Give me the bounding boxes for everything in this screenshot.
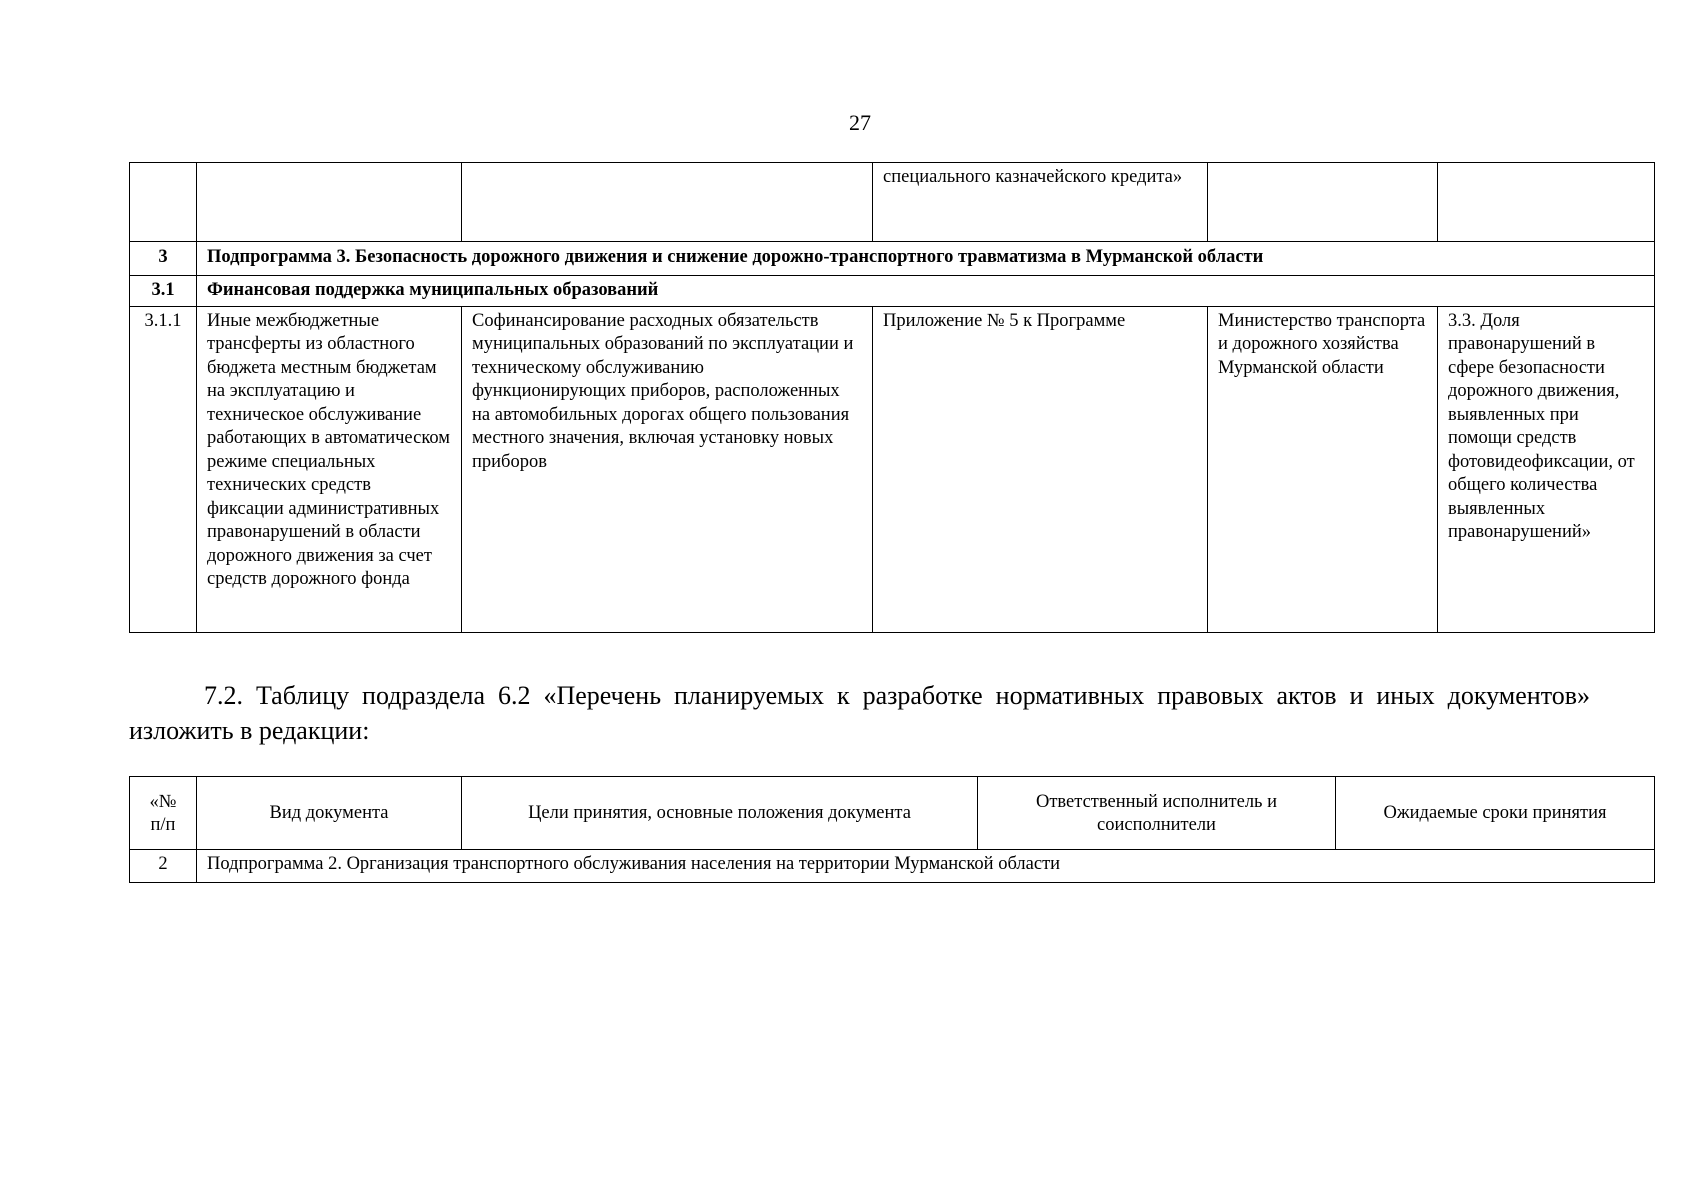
page-number: 27 — [849, 110, 871, 135]
item-executor: Министерство транспорта и дорожного хозяйства Мурманской области — [1208, 306, 1438, 632]
item-name: Иные межбюджетные трансферты из областного бюджета местным бюджетам на эксплуатацию и техническое обслуживание работающих в автоматическом режиме специальных технических средств фиксации административных правонарушений в области дорожного движения за счет средств дорожного фонда — [197, 306, 462, 632]
row-title: Подпрограмма 2. Организация транспортного обслуживания населения на территории Мурманской области — [197, 850, 1655, 883]
table-header-row — [130, 777, 1655, 850]
header-num: «№ п/п — [130, 777, 197, 850]
table-row-item — [130, 306, 1655, 632]
row-number: 2 — [130, 850, 197, 883]
table-cell — [1208, 163, 1438, 242]
item-purpose: Софинансирование расходных обязательств муниципальных образований по эксплуатации и техническому обслуживанию функционирующих приборов, расположенных на автомобильных дорогах общего пользования местного значения, включая установку новых приборов — [462, 306, 873, 632]
header-terms: Ожидаемые сроки принятия — [1336, 777, 1655, 850]
table-cell — [462, 163, 873, 242]
table-row-continuation — [130, 163, 1655, 242]
item-number: 3.1.1 — [130, 306, 197, 632]
section-number: 3.1 — [130, 276, 197, 307]
header-goals: Цели принятия, основные положения документа — [462, 777, 978, 850]
body-paragraph: 7.2. Таблицу подраздела 6.2 «Перечень планируемых к разработке нормативных правовых актов и иных документов» изложить в редакции: — [129, 681, 1590, 745]
table-cell-continued-text: специального казначейского кредита» — [873, 163, 1208, 242]
subprogram-number: 3 — [130, 242, 197, 276]
normative-acts-table — [129, 776, 1655, 883]
table-cell — [197, 163, 462, 242]
item-appendix: Приложение № 5 к Программе — [873, 306, 1208, 632]
table-cell — [130, 163, 197, 242]
table-cell — [1438, 163, 1655, 242]
program-activities-table — [129, 162, 1655, 633]
table-row-section — [130, 276, 1655, 307]
header-doc-type: Вид документа — [197, 777, 462, 850]
item-indicator: 3.3. Доля правонарушений в сфере безопасности дорожного движения, выявленных при помощи средств фотовидеофиксации, от общего количества выявленных правонарушений» — [1438, 306, 1655, 632]
table-row — [130, 850, 1655, 883]
table-row-subprogram — [130, 242, 1655, 276]
subprogram-title: Подпрограмма 3. Безопасность дорожного движения и снижение дорожно-транспортного травматизма в Мурманской области — [197, 242, 1655, 276]
section-title: Финансовая поддержка муниципальных образований — [197, 276, 1655, 307]
header-executor: Ответственный исполнитель и соисполнители — [978, 777, 1336, 850]
